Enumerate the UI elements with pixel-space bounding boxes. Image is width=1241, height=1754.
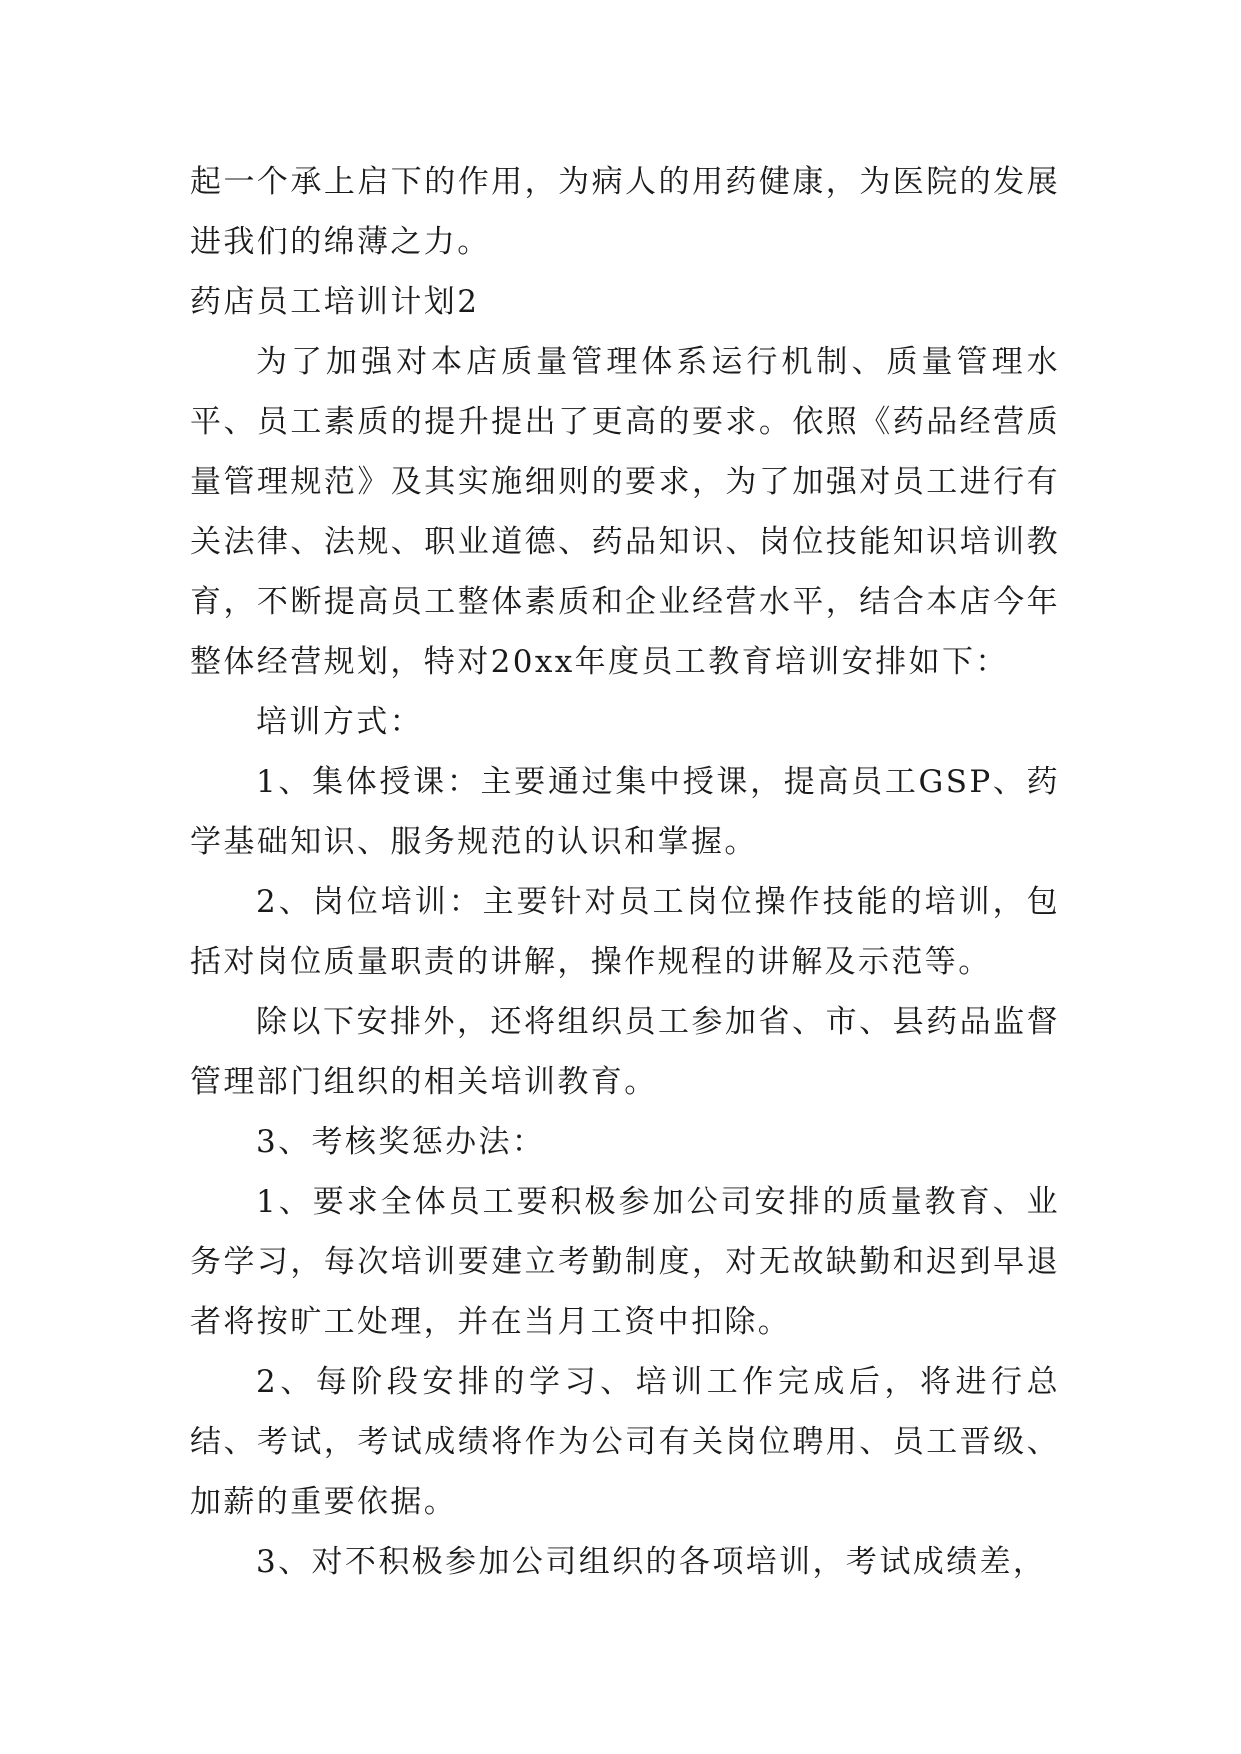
paragraph-group-lecture: 1、集体授课：主要通过集中授课，提高员工GSP、药学基础知识、服务规范的认识和掌握。 [190,764,1060,860]
paragraph-continuation: 起一个承上启下的作用，为病人的用药健康，为医院的发展进我们的绵薄之力。 [190,164,1060,260]
paragraph-exam-rule: 2、每阶段安排的学习、培训工作完成后，将进行总结、考试，考试成绩将作为公司有关岗位聘用、员工晋级、加薪的重要依据。 [190,1364,1060,1520]
section-title: 药店员工培训计划2 [190,284,480,320]
paragraph-external-training: 除以下安排外，还将组织员工参加省、市、县药品监督管理部门组织的相关培训教育。 [190,1004,1060,1100]
paragraph-training-methods: 培训方式： [256,704,423,740]
paragraph-post-training: 2、岗位培训：主要针对员工岗位操作技能的培训，包括对岗位质量职责的讲解，操作规程的讲解及示范等。 [190,884,1060,980]
paragraph-assessment-heading: 3、考核奖惩办法： [256,1124,546,1160]
paragraph-intro: 为了加强对本店质量管理体系运行机制、质量管理水平、员工素质的提升提出了更高的要求。依照《药品经营质量管理规范》及其实施细则的要求，为了加强对员工进行有关法律、法规、职业道德、药品知识、岗位技能知识培训教育，不断提高员工整体素质和企业经营水平，结合本店今年整体经营规划，特对20xx年度员工教育培训安排如下： [190,344,1060,680]
document-body [190,152,1060,1592]
paragraph-penalty-rule: 3、对不积极参加公司组织的各项培训，考试成绩差， [256,1544,1047,1580]
paragraph-attendance-rule: 1、要求全体员工要积极参加公司安排的质量教育、业务学习，每次培训要建立考勤制度，对无故缺勤和迟到早退者将按旷工处理，并在当月工资中扣除。 [190,1184,1060,1340]
